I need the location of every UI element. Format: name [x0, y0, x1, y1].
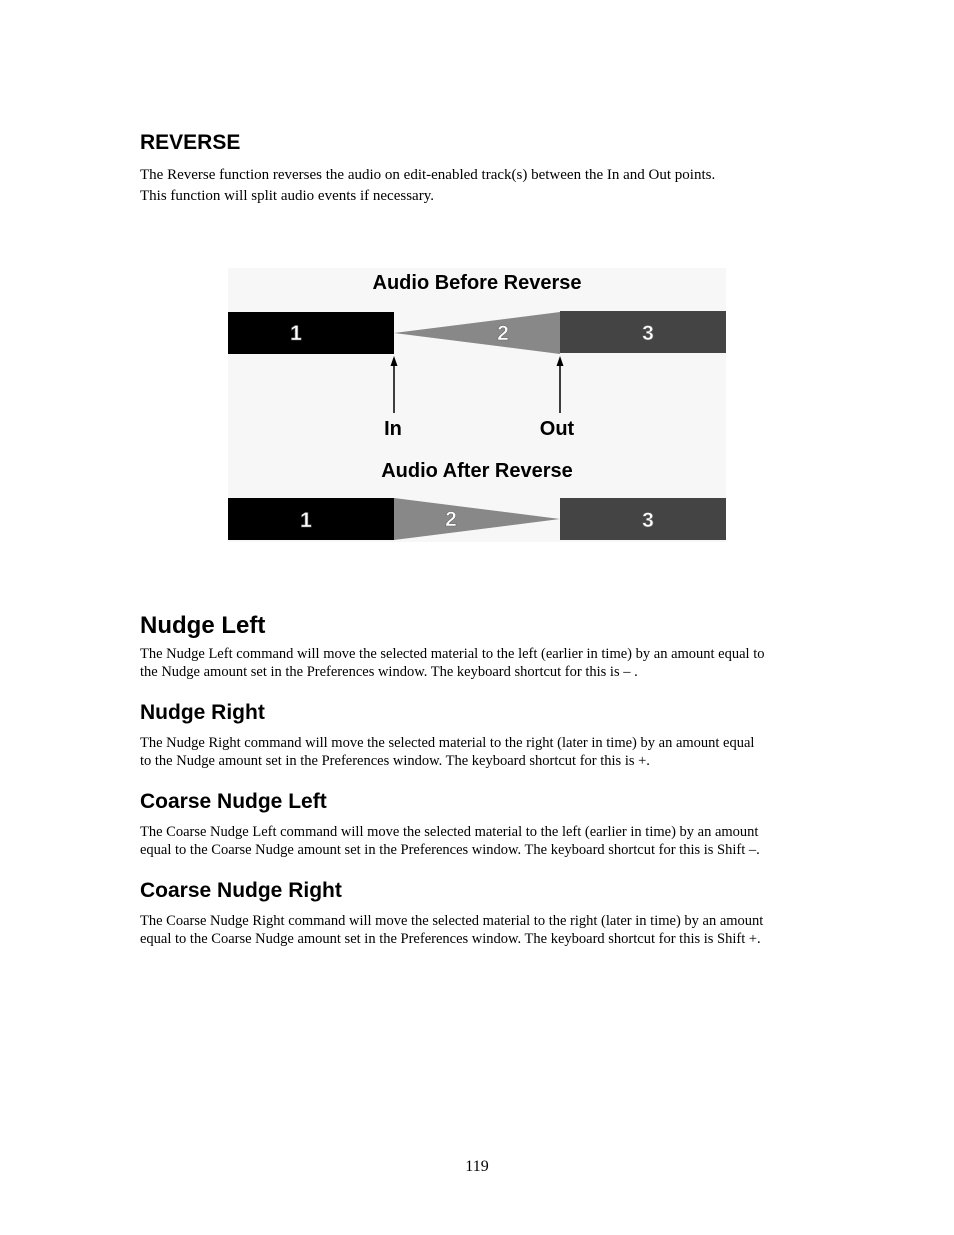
section-title-coarse-nudge-right: Coarse Nudge Right	[140, 879, 342, 902]
before-segment-1	[228, 312, 394, 354]
text-line: The Nudge Left command will move the selected material to the left (earlier in time) by an amount equal to	[140, 646, 765, 662]
text-line: equal to the Coarse Nudge amount set in the Preferences window. The keyboard shortcut for this is Shift –.	[140, 842, 760, 858]
after-reverse-title: Audio After Reverse	[381, 460, 573, 482]
in-point-label: In	[384, 418, 402, 440]
page-number: 119	[465, 1158, 489, 1175]
text-line: the Nudge amount set in the Preferences window. The keyboard shortcut for this is – .	[140, 664, 638, 680]
after-label-3: 3	[642, 509, 654, 532]
reverse-description	[140, 165, 820, 207]
text-line: The Coarse Nudge Right command will move the selected material to the right (later in time) by an amount	[140, 913, 764, 929]
before-label-2: 2	[497, 322, 509, 345]
section-title-coarse-nudge-left: Coarse Nudge Left	[140, 790, 327, 813]
before-label-1: 1	[290, 322, 302, 345]
text-line: to the Nudge amount set in the Preferences window. The keyboard shortcut for this is +.	[140, 753, 650, 769]
text-line: The Nudge Right command will move the selected material to the right (later in time) by an amount equal	[140, 735, 755, 751]
before-reverse-title: Audio Before Reverse	[372, 272, 582, 294]
text-line: The Reverse function reverses the audio on edit-enabled track(s) between the In and Out points.	[140, 167, 716, 183]
text-line: This function will split audio events if necessary.	[140, 188, 434, 204]
nudge-left-description	[140, 645, 820, 681]
section-title-reverse: REVERSE	[140, 131, 241, 154]
nudge-right-description	[140, 734, 820, 770]
text-line: equal to the Coarse Nudge amount set in the Preferences window. The keyboard shortcut for this is Shift +.	[140, 931, 761, 947]
out-point-label: Out	[539, 418, 575, 440]
section-title-nudge-left: Nudge Left	[140, 612, 266, 639]
section-title-nudge-right: Nudge Right	[140, 701, 265, 724]
text-line: The Coarse Nudge Left command will move the selected material to the left (earlier in time) by an amount	[140, 824, 759, 840]
before-label-3: 3	[642, 322, 654, 345]
coarse-nudge-left-description	[140, 823, 820, 859]
reverse-diagram	[228, 268, 726, 542]
after-label-1: 1	[300, 509, 312, 532]
after-label-2: 2	[445, 508, 457, 531]
coarse-nudge-right-description	[140, 912, 820, 948]
